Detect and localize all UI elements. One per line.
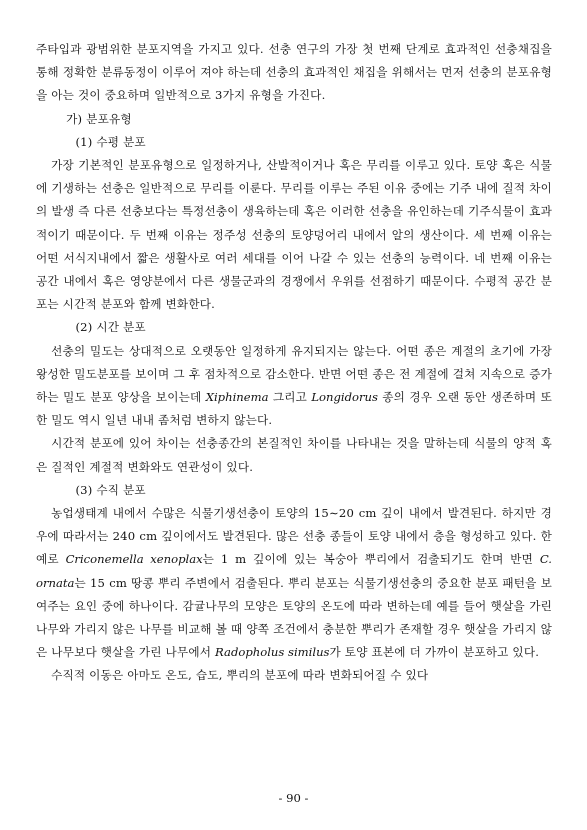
text-run: 가 토양 표본에 더 가까이 분포하고 있다. — [329, 645, 540, 660]
page-number: - 90 - — [278, 791, 309, 805]
text-run: 농업생태계 내에서 수많은 식물기생선충이 토양의 15∼20 cm 깊이 내에서 발견된다. 하지만 경우에 따라서는 240 cm 깊이에서도 발견된다. 많은 선충 종들이 토양 내에서 층을 형성하고 있다. 한 예로 — [36, 506, 552, 567]
latin-name-radopholus: Radopholus similus — [215, 645, 330, 660]
latin-name-xiphinema: Xiphinema — [205, 390, 269, 405]
intro-paragraph: 주타입과 광범위한 분포지역을 가지고 있다. 선충 연구의 가장 첫 번째 단계로 효과적인 선충채집을 통해 정확한 분류동정이 이루어 져야 하는데 선충의 효과적인 채집을 위해서는 먼저 선충의 분포유형을 아는 것이 중요하며 일반적으로 3가지 유형을 가진다. — [36, 42, 552, 103]
paragraph-temporal-distribution-2: 시간적 분포에 있어 차이는 선충종간의 본질적인 차이를 나타내는 것을 말하는데 식물의 양적 혹은 질적인 계절적 변화와도 연관성이 있다. — [36, 436, 552, 474]
paragraph-temporal-distribution-1 — [36, 340, 552, 433]
subheading-temporal-distribution: (2) 시간 분포 — [75, 320, 146, 335]
latin-name-c-ornata: C. ornata — [36, 552, 552, 590]
subheading-horizontal-distribution: (1) 수평 분포 — [75, 134, 146, 149]
document-body — [36, 38, 552, 688]
text-run: 종의 경우 오랜 동안 생존하며 또한 밀도 역시 일년 내내 좀처럼 변하지 않는다. — [36, 390, 552, 428]
subheading-vertical-distribution: (3) 수직 분포 — [75, 482, 146, 497]
paragraph-horizontal-distribution: 가장 기본적인 분포유형으로 일정하거나, 산발적이거나 혹은 무리를 이루고 있다. 토양 혹은 식물에 기생하는 선충은 일반적으로 무리를 이룬다. 무리를 이루는 주된 이유 중에는 기주 내에 질적 차이의 발생 즉 다른 선충보다는 특정선충이 생육하는데 혹은 이러한 선충을 유인하는데 기주식물이 효과적이기 때문이다. 두 번째 이유는 정주성 선충의 토양덩어리 내에서 알의 생산이다. 세 번째 이유는 어떤 서식지내에서 짧은 생활사로 여러 세대를 이어 나갈 수 있는 선충의 능력이다. 네 번째 이유는 공간 내에서 혹은 영양분에서 다른 생물군과의 경쟁에서 우위를 선점하기 때문이다. 수평적 공간 분포는 시간적 분포와 함께 변화한다. — [36, 158, 552, 312]
paragraph-vertical-distribution-1 — [36, 502, 552, 664]
latin-name-longidorus: Longidorus — [311, 390, 378, 405]
text-run: 그리고 — [268, 390, 312, 405]
text-run: 선충의 밀도는 상대적으로 오랫동안 일정하게 유지되지는 않는다. 어떤 종은 계절의 초기에 가장 왕성한 밀도분포를 보이며 그 후 점차적으로 감소한다. 반면 어떤 종은 전 계절에 걸쳐 지속으로 증가하는 밀도 분포 양상을 보이는데 — [36, 343, 552, 405]
paragraph-vertical-distribution-2: 수직적 이동은 아마도 온도, 습도, 뿌리의 분포에 따라 변화되어질 수 있다 — [51, 668, 429, 683]
section-heading-distribution-types: 가) 분포유형 — [66, 111, 132, 126]
latin-name-criconemella: Criconemella xenoplax — [65, 552, 203, 567]
text-run: 는 15 cm 땅콩 뿌리 주변에서 검출된다. 뿌리 분포는 식물기생선충의 중요한 분포 패턴을 보여주는 요인 중에 하나이다. 감귤나무의 모양은 토양의 온도에 따라 변하는데 예를 들어 햇살을 가린 나무와 가리지 않은 나무를 비교해 볼 때 양쪽 조건에서 충분한 뿌리가 존재할 경우 햇살을 가리지 않은 나무보다 햇살을 가린 나무에서 — [36, 575, 552, 660]
text-run: 는 1 m 깊이에 있는 복숭아 뿌리에서 검출되기도 한며 반면 — [202, 552, 540, 567]
